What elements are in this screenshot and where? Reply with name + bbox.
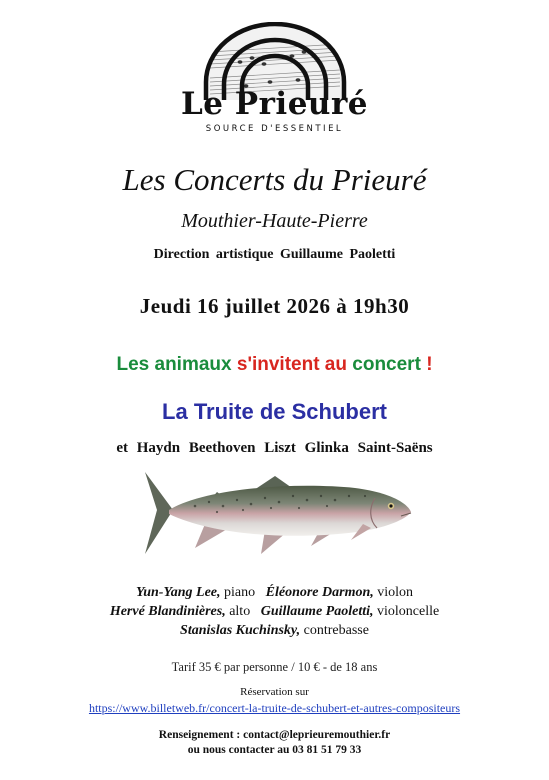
featured-work: La Truite de Schubert xyxy=(162,399,387,424)
musician-name: Stanislas Kuchinsky, xyxy=(180,623,301,638)
musician-instrument: violon xyxy=(377,585,414,600)
musician-name: Éléonore Darmon, xyxy=(265,585,374,600)
concert-theme xyxy=(0,354,549,376)
musician-instrument: contrebasse xyxy=(303,623,369,638)
theme-part-3: concert xyxy=(352,354,421,375)
brand-tagline: SOURCE D'ESSENTIEL xyxy=(205,124,344,134)
theme-part-4: ! xyxy=(426,354,433,375)
concert-series-title: Les Concerts du Prieuré xyxy=(122,162,427,197)
artistic-direction: Direction artistique Guillaume Paoletti xyxy=(153,247,396,262)
trout-illustration xyxy=(125,466,415,566)
musician-instrument: piano xyxy=(224,585,256,600)
venue-location: Mouthier-Haute-Pierre xyxy=(181,210,368,232)
theme-part-1: Les animaux xyxy=(116,354,232,375)
reservation-link[interactable]: https://www.billetweb.fr/concert-la-truite-de-schubert-et-autres-compositeurs xyxy=(88,701,461,715)
brand-name: Le Prieuré xyxy=(180,86,369,122)
ticket-price: Tarif 35 € par personne / 10 € - de 18 ans xyxy=(171,660,378,674)
musician-name: Yun-Yang Lee, xyxy=(135,585,221,600)
musician-name: Guillaume Paoletti, xyxy=(260,604,374,619)
musicians-line-3 xyxy=(0,621,549,640)
contact-phone: ou nous contacter au 03 81 51 79 33 xyxy=(187,744,362,756)
contact-email: Renseignement : contact@leprieuremouthier.fr xyxy=(158,729,391,741)
musician-name: Hervé Blandinières, xyxy=(109,604,226,619)
theme-part-2: s'invitent au xyxy=(236,354,347,375)
reservation-label: Réservation sur xyxy=(240,686,309,698)
concert-date: Jeudi 16 juillet 2026 à 19h30 xyxy=(139,294,410,318)
composers-list: et Haydn Beethoven Liszt Glinka Saint-Saëns xyxy=(116,440,433,456)
musicians-line-1 xyxy=(0,583,549,602)
musician-instrument: alto xyxy=(229,604,251,619)
musician-instrument: violoncelle xyxy=(376,604,440,619)
musicians-line-2 xyxy=(0,602,549,621)
